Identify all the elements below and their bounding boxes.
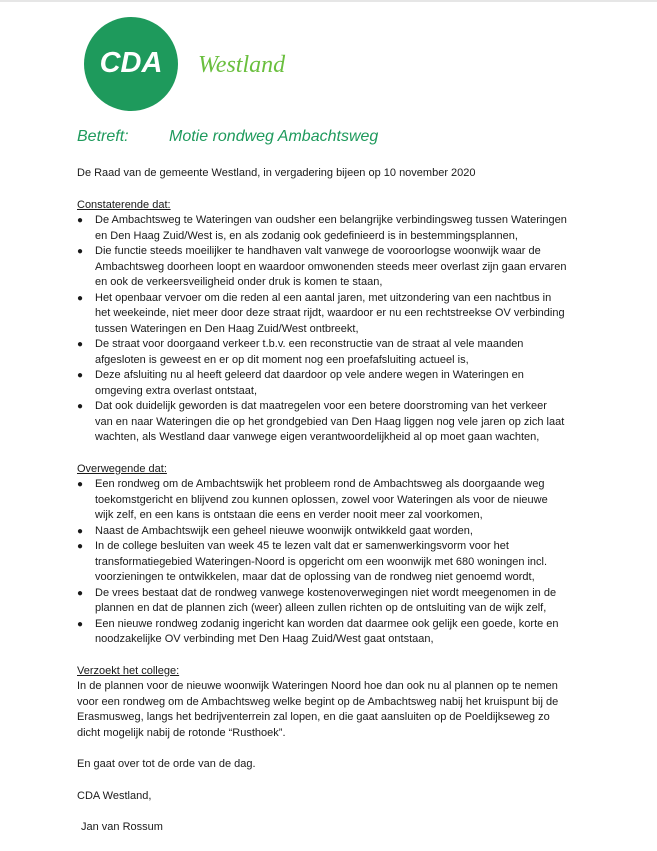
section-constaterende	[77, 198, 597, 446]
bullet-icon: ●	[77, 215, 84, 226]
list-item-line: toekomstgericht en blijvend zou kunnen oplossen, zowel voor Wateringen als voor de nieuwe	[95, 493, 548, 506]
request-line: Erasmusweg, langs het bedrijventerrein zal lopen, en die gaat aansluiten op de Poeldijkseweg zo	[77, 711, 550, 723]
list-item-line: en Den Haag Zuid/West is, en als zodanig ook gedefinieerd is in bestemmingsplannen,	[95, 229, 518, 242]
list-item	[77, 617, 597, 648]
top-border	[0, 0, 657, 2]
bullet-icon: ●	[77, 401, 84, 412]
list-item	[77, 539, 597, 586]
bullet-icon: ●	[77, 525, 84, 537]
section-heading: Constaterende dat:	[77, 198, 171, 211]
list-item-line: Een rondweg om de Ambachtswijk het probleem rond de Ambachtsweg als doorgaande weg	[95, 478, 545, 490]
list-item-line: Dat ook duidelijk geworden is dat maatregelen voor een betere doorstroming van het verkeer	[95, 400, 547, 412]
list-item-line: tussen Wateringen en Den Haag Zuid/West ontbreekt,	[95, 322, 359, 335]
list-item-line: transformatiegebied Wateringen-Noord is opgericht om een woonwijk met 680 woningen incl.	[95, 555, 548, 568]
section-overwegende	[77, 462, 597, 648]
list-item-line: Die functie steeds moeilijker te handhaven valt vanwege de vooroorlogse woonwijk waar de	[95, 245, 541, 257]
section-heading: Overwegende dat:	[77, 462, 167, 475]
list-item-line: Een nieuwe rondweg zodanig ingericht kan worden dat daarmee ook gelijk een goede, korte en	[95, 617, 559, 630]
list-item-line: De straat voor doorgaand verkeer t.b.v. een reconstructie van de straat al vele maanden	[95, 338, 524, 350]
brand-name: Westland	[198, 52, 286, 78]
list-item	[77, 291, 597, 338]
list-item	[77, 399, 597, 446]
list-item-line: Deze afsluiting nu al heeft geleerd dat daardoor op vele andere wegen in Wateringen en	[95, 369, 524, 381]
bullet-icon: ●	[77, 479, 84, 490]
list-item-line: In de college besluiten van week 45 te lezen valt dat er samenwerkingsvorm voor het	[95, 540, 509, 552]
list-item-line: De vrees bestaat dat de rondweg vanwege kostenoverwegingen niet wordt meegenomen in de	[95, 586, 557, 599]
closing-text: En gaat over tot de orde van de dag.	[77, 758, 256, 770]
list-item-line: Het openbaar vervoer om die reden al een aantal jaren, met uitzondering van een nachtbus in	[95, 291, 552, 304]
cda-logo	[84, 17, 178, 111]
request-line: voor een rondweg om de Ambachtsweg welke begint op de Ambachtsweg nabij het kruispunt bij de	[77, 695, 559, 708]
list-item-line: noodzakelijke OV verbinding met Den Haag Zuid/West gaat ontstaan,	[95, 633, 434, 645]
bullet-icon: ●	[77, 292, 84, 304]
list-item-line: wachten, als Westland daar vanwege eigen verantwoordelijkheid al op moet gaan wachten,	[95, 431, 540, 443]
bullet-icon: ●	[77, 541, 84, 552]
considerations-list	[77, 213, 597, 446]
list-item	[77, 244, 597, 291]
deliberations-list	[77, 477, 597, 648]
bullet-icon: ●	[77, 587, 84, 599]
list-item-line: wijk zelf, en een kans is ontstaan die eens en verder nooit meer zal voorkomen,	[95, 509, 483, 521]
list-item-line: het weekeinde, niet meer door deze straat rijdt, waardoor er nu een rechtstreekse OV verbinding	[95, 307, 565, 319]
bullet-icon: ●	[77, 370, 84, 381]
list-item-line: Naast de Ambachtswijk een geheel nieuwe woonwijk ontwikkeld gaat worden,	[95, 524, 473, 537]
bullet-icon: ●	[77, 618, 84, 630]
signature-party: CDA Westland,	[77, 789, 152, 802]
cda-logo-text: CDA	[99, 47, 163, 79]
list-item	[77, 368, 597, 399]
list-item-line: Ambachtsweg doorheen loopt en waardoor omwonenden steeds meer overlast zijn gaan ervaren	[95, 260, 567, 273]
request-line: dicht mogelijk nabij de rotonde “Rusthoek”.	[77, 726, 286, 739]
list-item-line: voorzieningen te ontwikkelen, maar dat de oplossing van de rondweg niet genoemd wordt,	[95, 571, 535, 583]
section-heading: Verzoekt het college:	[77, 664, 180, 677]
list-item-line: De Ambachtsweg te Wateringen van oudsher een belangrijke verbindingsweg tussen Wateringen	[95, 214, 567, 226]
section-verzoekt	[77, 664, 597, 742]
intro-text: De Raad van de gemeente Westland, in vergadering bijeen op 10 november 2020	[77, 167, 476, 179]
document-body	[77, 166, 597, 836]
list-item-line: en ook de verkeersveiligheid onder druk is komen te staan,	[95, 276, 383, 288]
list-item	[77, 213, 597, 244]
list-item-line: afgesloten is geweest en er op dit moment nog een proefafsluiting actueel is,	[95, 353, 469, 366]
list-item-line: plannen en dat de plannen zich (weer) alleen zullen richten op de ontsluiting van de wijk zelf,	[95, 602, 547, 614]
list-item	[77, 337, 597, 368]
bullet-icon: ●	[77, 246, 84, 257]
subject-label: Betreft:	[77, 128, 129, 145]
list-item-line: van en naar Wateringen die op het grondgebied van Den Haag liggen nog vele jaren op zich laat	[95, 415, 565, 428]
subject-title: Motie rondweg Ambachtsweg	[169, 128, 379, 145]
list-item-line: omgeving extra overlast ontstaat,	[95, 384, 258, 397]
list-item	[77, 477, 597, 524]
bullet-icon: ●	[77, 339, 84, 350]
subject-line	[77, 127, 378, 147]
request-line: In de plannen voor de nieuwe woonwijk Wateringen Noord hoe dan ook nu al plannen op te nemen	[77, 680, 558, 692]
signature-name: Jan van Rossum	[81, 821, 163, 833]
list-item	[77, 586, 597, 617]
list-item	[77, 524, 597, 540]
